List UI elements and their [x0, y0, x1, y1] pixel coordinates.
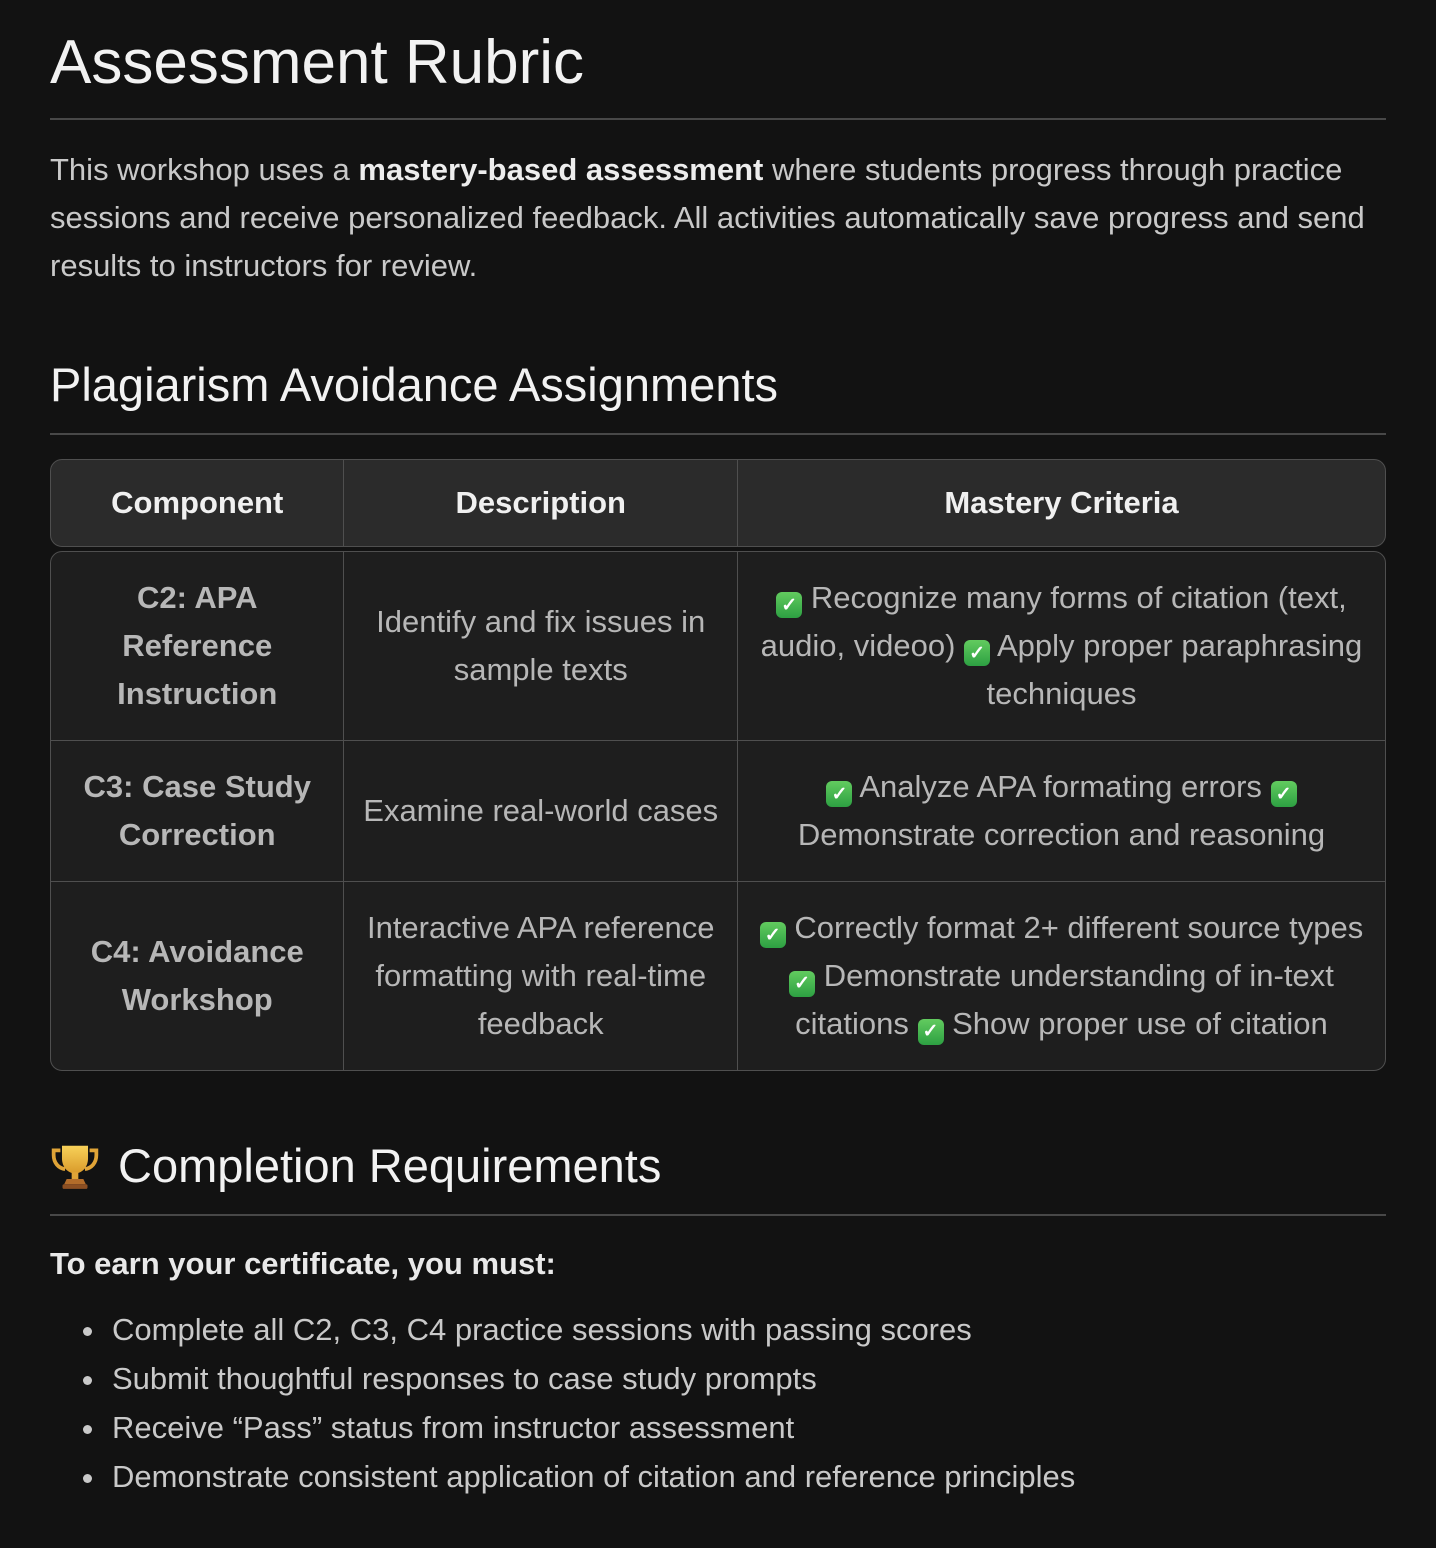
- page-title: Assessment Rubric: [50, 24, 1386, 120]
- completion-heading-text: Completion Requirements: [118, 1139, 662, 1193]
- cell-component: C4: Avoidance Workshop: [51, 881, 344, 1070]
- cell-description: Identify and fix issues in sample texts: [344, 552, 738, 740]
- table-header-row: [51, 460, 1385, 546]
- cell-description: Interactive APA reference formatting with real-time feedback: [344, 881, 738, 1070]
- cell-description: Examine real-world cases: [344, 740, 738, 881]
- cell-component: C2: APA Reference Instruction: [51, 552, 344, 740]
- rubric-table: [50, 459, 1386, 1071]
- cell-mastery-criteria: ✓ Analyze APA formating errors ✓ Demonstrate correction and reasoning: [738, 740, 1385, 881]
- column-header-description: Description: [344, 460, 738, 546]
- check-icon: ✓: [789, 971, 815, 997]
- requirement-item: • Demonstrate consistent application of citation and reference principles: [108, 1453, 1386, 1502]
- intro-text-bold: mastery-based assessment: [358, 151, 764, 187]
- completion-heading: [50, 1135, 1386, 1216]
- table-header: [50, 459, 1386, 547]
- table-row: [51, 881, 1385, 1070]
- table-row: [51, 740, 1385, 881]
- check-icon: ✓: [826, 781, 852, 807]
- table-row: [51, 552, 1385, 740]
- cell-mastery-criteria: ✓ Recognize many forms of citation (text, audio, videoo) ✓ Apply proper paraphrasing techniques: [760, 579, 1363, 711]
- column-header-component: Component: [51, 460, 344, 546]
- completion-lead: To earn your certificate, you must:: [50, 1246, 556, 1282]
- trophy-icon: [50, 1141, 100, 1191]
- check-icon: ✓: [760, 922, 786, 948]
- requirement-item: • Receive “Pass” status from instructor assessment: [108, 1404, 1386, 1453]
- assignments-heading: Plagiarism Avoidance Assignments: [50, 354, 1386, 435]
- check-icon: ✓: [1271, 781, 1297, 807]
- check-icon: ✓: [964, 640, 990, 666]
- intro-paragraph: [50, 146, 1386, 290]
- cell-mastery-criteria: ✓ Correctly format 2+ different source types ✓ Demonstrate understanding of in-text citations ✓ Show proper use of citation: [738, 881, 1385, 1070]
- table-body: [50, 551, 1386, 1071]
- check-icon: ✓: [776, 592, 802, 618]
- check-icon: ✓: [918, 1019, 944, 1045]
- requirements-list: [50, 1306, 1386, 1502]
- column-header-mastery-criteria: Mastery Criteria: [944, 484, 1179, 520]
- cell-component: C3: Case Study Correction: [51, 740, 344, 881]
- requirement-item: • Complete all C2, C3, C4 practice sessions with passing scores: [108, 1306, 1386, 1355]
- intro-text-post: where students progress through practice sessions and receive personalized feedback. All activities automatically save progress and send results to instructors for review.: [50, 151, 1365, 283]
- intro-text-pre: This workshop uses a: [50, 151, 359, 187]
- requirement-item: • Submit thoughtful responses to case study prompts: [108, 1355, 1386, 1404]
